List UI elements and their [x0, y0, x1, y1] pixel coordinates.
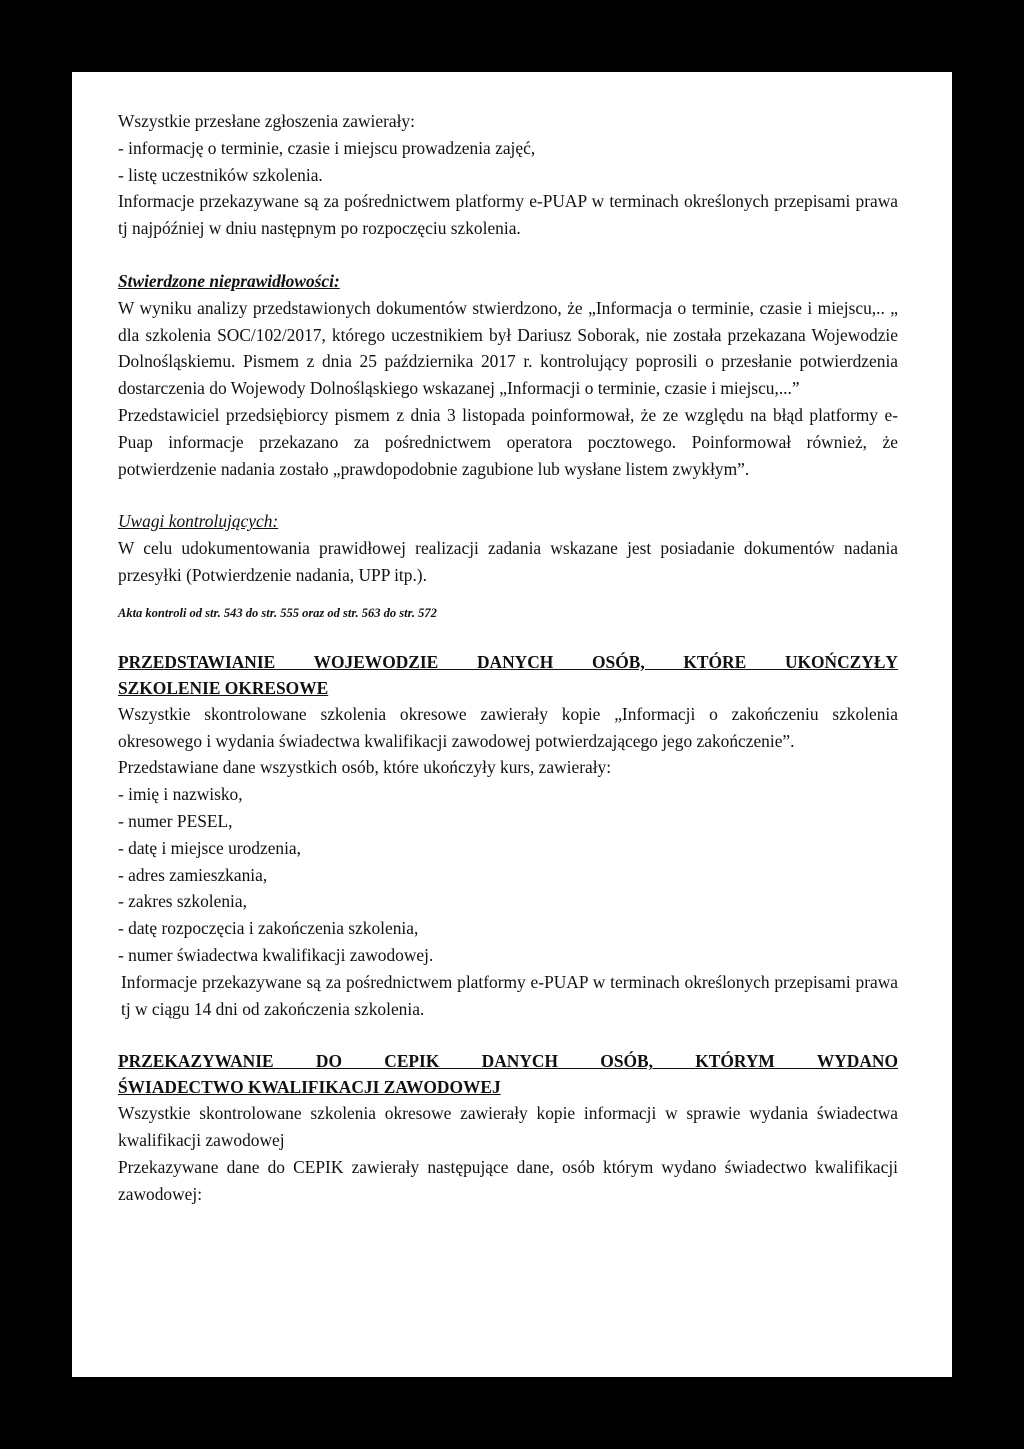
section-3-heading [118, 1048, 898, 1100]
section-2-item-6: - datę rozpoczęcia i zakończenia szkolenia, [118, 918, 419, 939]
section-2-item-5: - zakres szkolenia, [118, 891, 247, 912]
section-3-heading-line-2: ŚWIADECTWO KWALIFIKACJI ZAWODOWEJ [118, 1077, 501, 1098]
section-2-item-2: - numer PESEL, [118, 810, 233, 831]
irregularities-title: Stwierdzone nieprawidłowości: [118, 270, 340, 291]
section-2-heading-line-2: SZKOLENIE OKRESOWE [118, 677, 329, 698]
remarks-title: Uwagi kontrolujących: [118, 511, 279, 532]
irregularities-paragraph-1: W wyniku analizy przedstawionych dokumentów stwierdzono, że „Informacja o terminie, czasie i miejscu,.. „ dla szkolenia SOC/102/2017, którego uczestnikiem był Dariusz Soborak, nie została przekazana Wojewodzie Dolnośląskiemu. Pismem z dnia 25 października 2017 r. kontrolujący poprosili o przesłanie potwierdzenia dostarczenia do Wojewody Dolnośląskiego wskazanej „Informacji o terminie, czasie i miejscu,...” [118, 297, 898, 399]
section-1-intro: Wszystkie przesłane zgłoszenia zawierały: [118, 111, 415, 131]
section-2-item-3: - datę i miejsce urodzenia, [118, 837, 302, 858]
section-2-item-4: - adres zamieszkania, [118, 864, 268, 885]
section-3-paragraph-1: Wszystkie skontrolowane szkolenia okresowe zawierały kopie informacji w sprawie wydania świadectwa kwalifikacji zawodowej [118, 1103, 898, 1151]
files-reference: Akta kontroli od str. 543 do str. 555 oraz od str. 563 do str. 572 [118, 605, 437, 620]
remarks-text: W celu udokumentowania prawidłowej realizacji zadania wskazane jest posiadanie dokumentów nadania przesyłki (Potwierdzenie nadania, UPP itp.). [118, 538, 898, 585]
section-1-info: Informacje przekazywane są za pośrednictwem platformy e-PUAP w terminach określonych przepisami prawa tj najpóźniej w dniu następnym po rozpoczęciu szkolenia. [118, 191, 898, 239]
section-1-item-1: - informację o terminie, czasie i miejscu prowadzenia zajęć, [118, 137, 536, 158]
section-2-item-1: - imię i nazwisko, [118, 784, 243, 805]
irregularities-paragraph-2: Przedstawiciel przedsiębiorcy pismem z dnia 3 listopada poinformował, że ze względu na błąd platformy e-Puap informacje przekazano za pośrednictwem operatora pocztowego. Poinformował również, że potwierdzenie nadania zostało „prawdopodobnie zagubione lub wysłane listem zwykłym”. [118, 404, 898, 479]
section-1-item-2: - listę uczestników szkolenia. [118, 164, 323, 185]
section-2-info: Informacje przekazywane są za pośrednictwem platformy e-PUAP w terminach określonych przepisami prawa tj w ciągu 14 dni od zakończenia szkolenia. [121, 971, 898, 1019]
section-2-list-intro: Przedstawiane dane wszystkich osób, które ukończyły kurs, zawierały: [118, 757, 612, 778]
section-2-heading-line-1: PRZEDSTAWIANIE WOJEWODZIE DANYCH OSÓB, KTÓRE UKOŃCZYŁY [118, 651, 898, 672]
section-2-paragraph: Wszystkie skontrolowane szkolenia okresowe zawierały kopie „Informacji o zakończeniu szkolenia okresowego i wydania świadectwa kwalifikacji zawodowej potwierdzającego jego zakończenie”. [118, 703, 898, 751]
document-content [118, 108, 898, 1208]
document-page [72, 72, 952, 1377]
section-3-heading-line-1: PRZEKAZYWANIE DO CEPIK DANYCH OSÓB, KTÓRYM WYDANO [118, 1051, 898, 1072]
section-3-paragraph-2: Przekazywane dane do CEPIK zawierały następujące dane, osób którym wydano świadectwo kwalifikacji zawodowej: [118, 1156, 898, 1204]
section-2-item-7: - numer świadectwa kwalifikacji zawodowej. [118, 944, 434, 965]
section-2-heading [118, 649, 898, 701]
